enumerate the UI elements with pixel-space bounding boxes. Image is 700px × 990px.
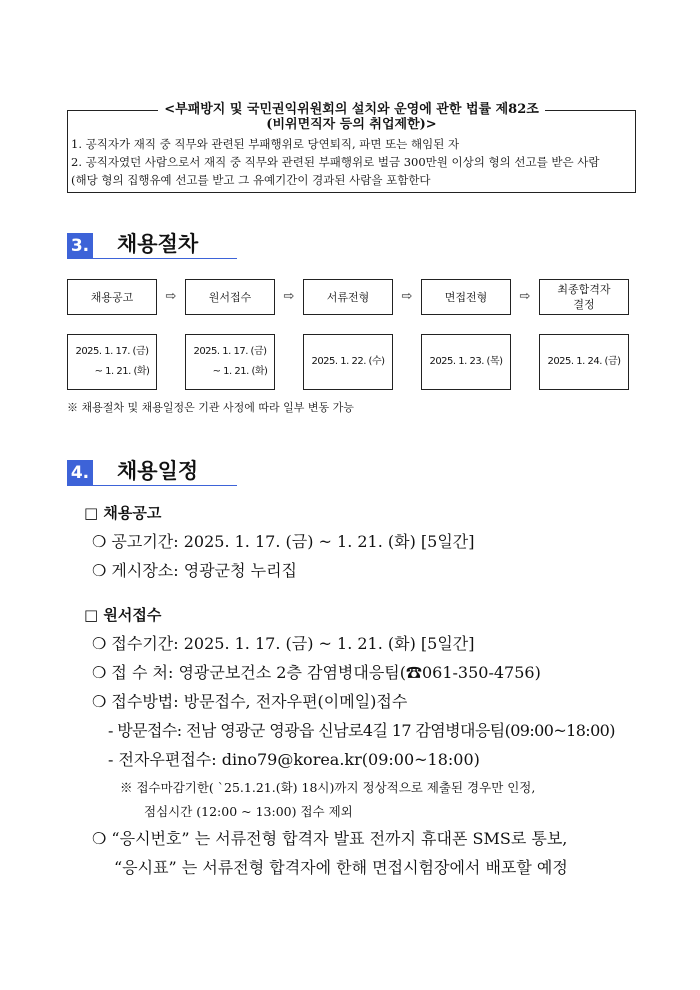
list-item: ❍ 접수기간: 2025. 1. 17. (금) ~ 1. 21. (화) [5일간] <box>92 634 475 653</box>
date-row <box>67 334 636 390</box>
note: ※ 접수마감기한( `25.1.21.(화) 18시)까지 정상적으로 제출된 경우만 인정, <box>120 780 536 795</box>
date-box: 2025. 1. 24. (금) <box>539 334 629 390</box>
law-line: (해당 형의 집행유예 선고를 받고 그 유예기간이 경과된 사람을 포함한다 <box>71 173 431 187</box>
list-item: ❍ 공고기간: 2025. 1. 17. (금) ~ 1. 21. (화) [5일간] <box>92 532 475 551</box>
date-box: 2025. 1. 23. (목) <box>421 334 511 390</box>
list-item: ❍ “응시번호” 는 서류전형 합격자 발표 전까지 휴대폰 SMS로 통보, <box>92 829 568 848</box>
section-4-header <box>67 460 636 488</box>
law-section <box>67 101 636 193</box>
step-box: 서류전형 <box>303 279 393 315</box>
law-line: 1. 공직자가 재직 중 직무와 관련된 부패행위로 당연퇴직, 파면 또는 해임된 자 <box>71 137 460 151</box>
date-box: 2025. 1. 22. (수) <box>303 334 393 390</box>
arrow-right-icon: ⇨ <box>283 289 295 304</box>
list-item: ❍ 접 수 처: 영광군보건소 2층 감염병대응팀(☎061-350-4756) <box>92 663 541 682</box>
arrow-right-icon: ⇨ <box>401 289 413 304</box>
note: 점심시간 (12:00 ~ 13:00) 접수 제외 <box>144 804 353 819</box>
law-title: <부패방지 및 국민권익위원회의 설치와 운영에 관한 법률 제82조 <box>67 101 636 119</box>
section-number: 4. <box>67 460 93 486</box>
subheading: □ 원서접수 <box>84 606 162 624</box>
law-box <box>67 110 636 193</box>
list-item: ❍ 게시장소: 영광군청 누리집 <box>92 561 298 580</box>
section-3-header <box>67 233 636 261</box>
arrow-right-icon: ⇨ <box>165 289 177 304</box>
step-box: 원서접수 <box>185 279 275 315</box>
arrow-right-icon: ⇨ <box>519 289 531 304</box>
divider <box>93 485 237 486</box>
step-box: 최종합격자 결정 <box>539 279 629 315</box>
section-title: 채용일정 <box>117 459 199 483</box>
list-item: - 방문접수: 전남 영광군 영광읍 신남로4길 17 감염병대응팀(09:00~18:00) <box>108 721 615 740</box>
list-item: - 전자우편접수: dino79@korea.kr(09:00~18:00) <box>108 750 480 769</box>
process-flow <box>67 279 636 315</box>
section-title: 채용절차 <box>117 232 199 256</box>
list-item: “응시표” 는 서류전형 합격자에 한해 면접시험장에서 배포할 예정 <box>114 858 568 877</box>
note: ※ 채용절차 및 채용일정은 기관 사정에 따라 일부 변동 가능 <box>67 401 354 414</box>
section-number: 3. <box>67 233 93 259</box>
law-line: 2. 공직자였던 사람으로서 재직 중 직무와 관련된 부패행위로 벌금 300만원 이상의 형의 선고를 받은 사람 <box>71 155 600 169</box>
date-box: 2025. 1. 17. (금) ~ 1. 21. (화) <box>185 334 275 390</box>
date-box: 2025. 1. 17. (금) ~ 1. 21. (화) <box>67 334 157 390</box>
divider <box>93 258 237 259</box>
list-item: ❍ 접수방법: 방문접수, 전자우편(이메일)접수 <box>92 692 408 711</box>
law-subtitle: (비위면직자 등의 취업제한)> <box>266 117 437 132</box>
step-box: 채용공고 <box>67 279 157 315</box>
subheading: □ 채용공고 <box>84 504 162 522</box>
step-box: 면접전형 <box>421 279 511 315</box>
